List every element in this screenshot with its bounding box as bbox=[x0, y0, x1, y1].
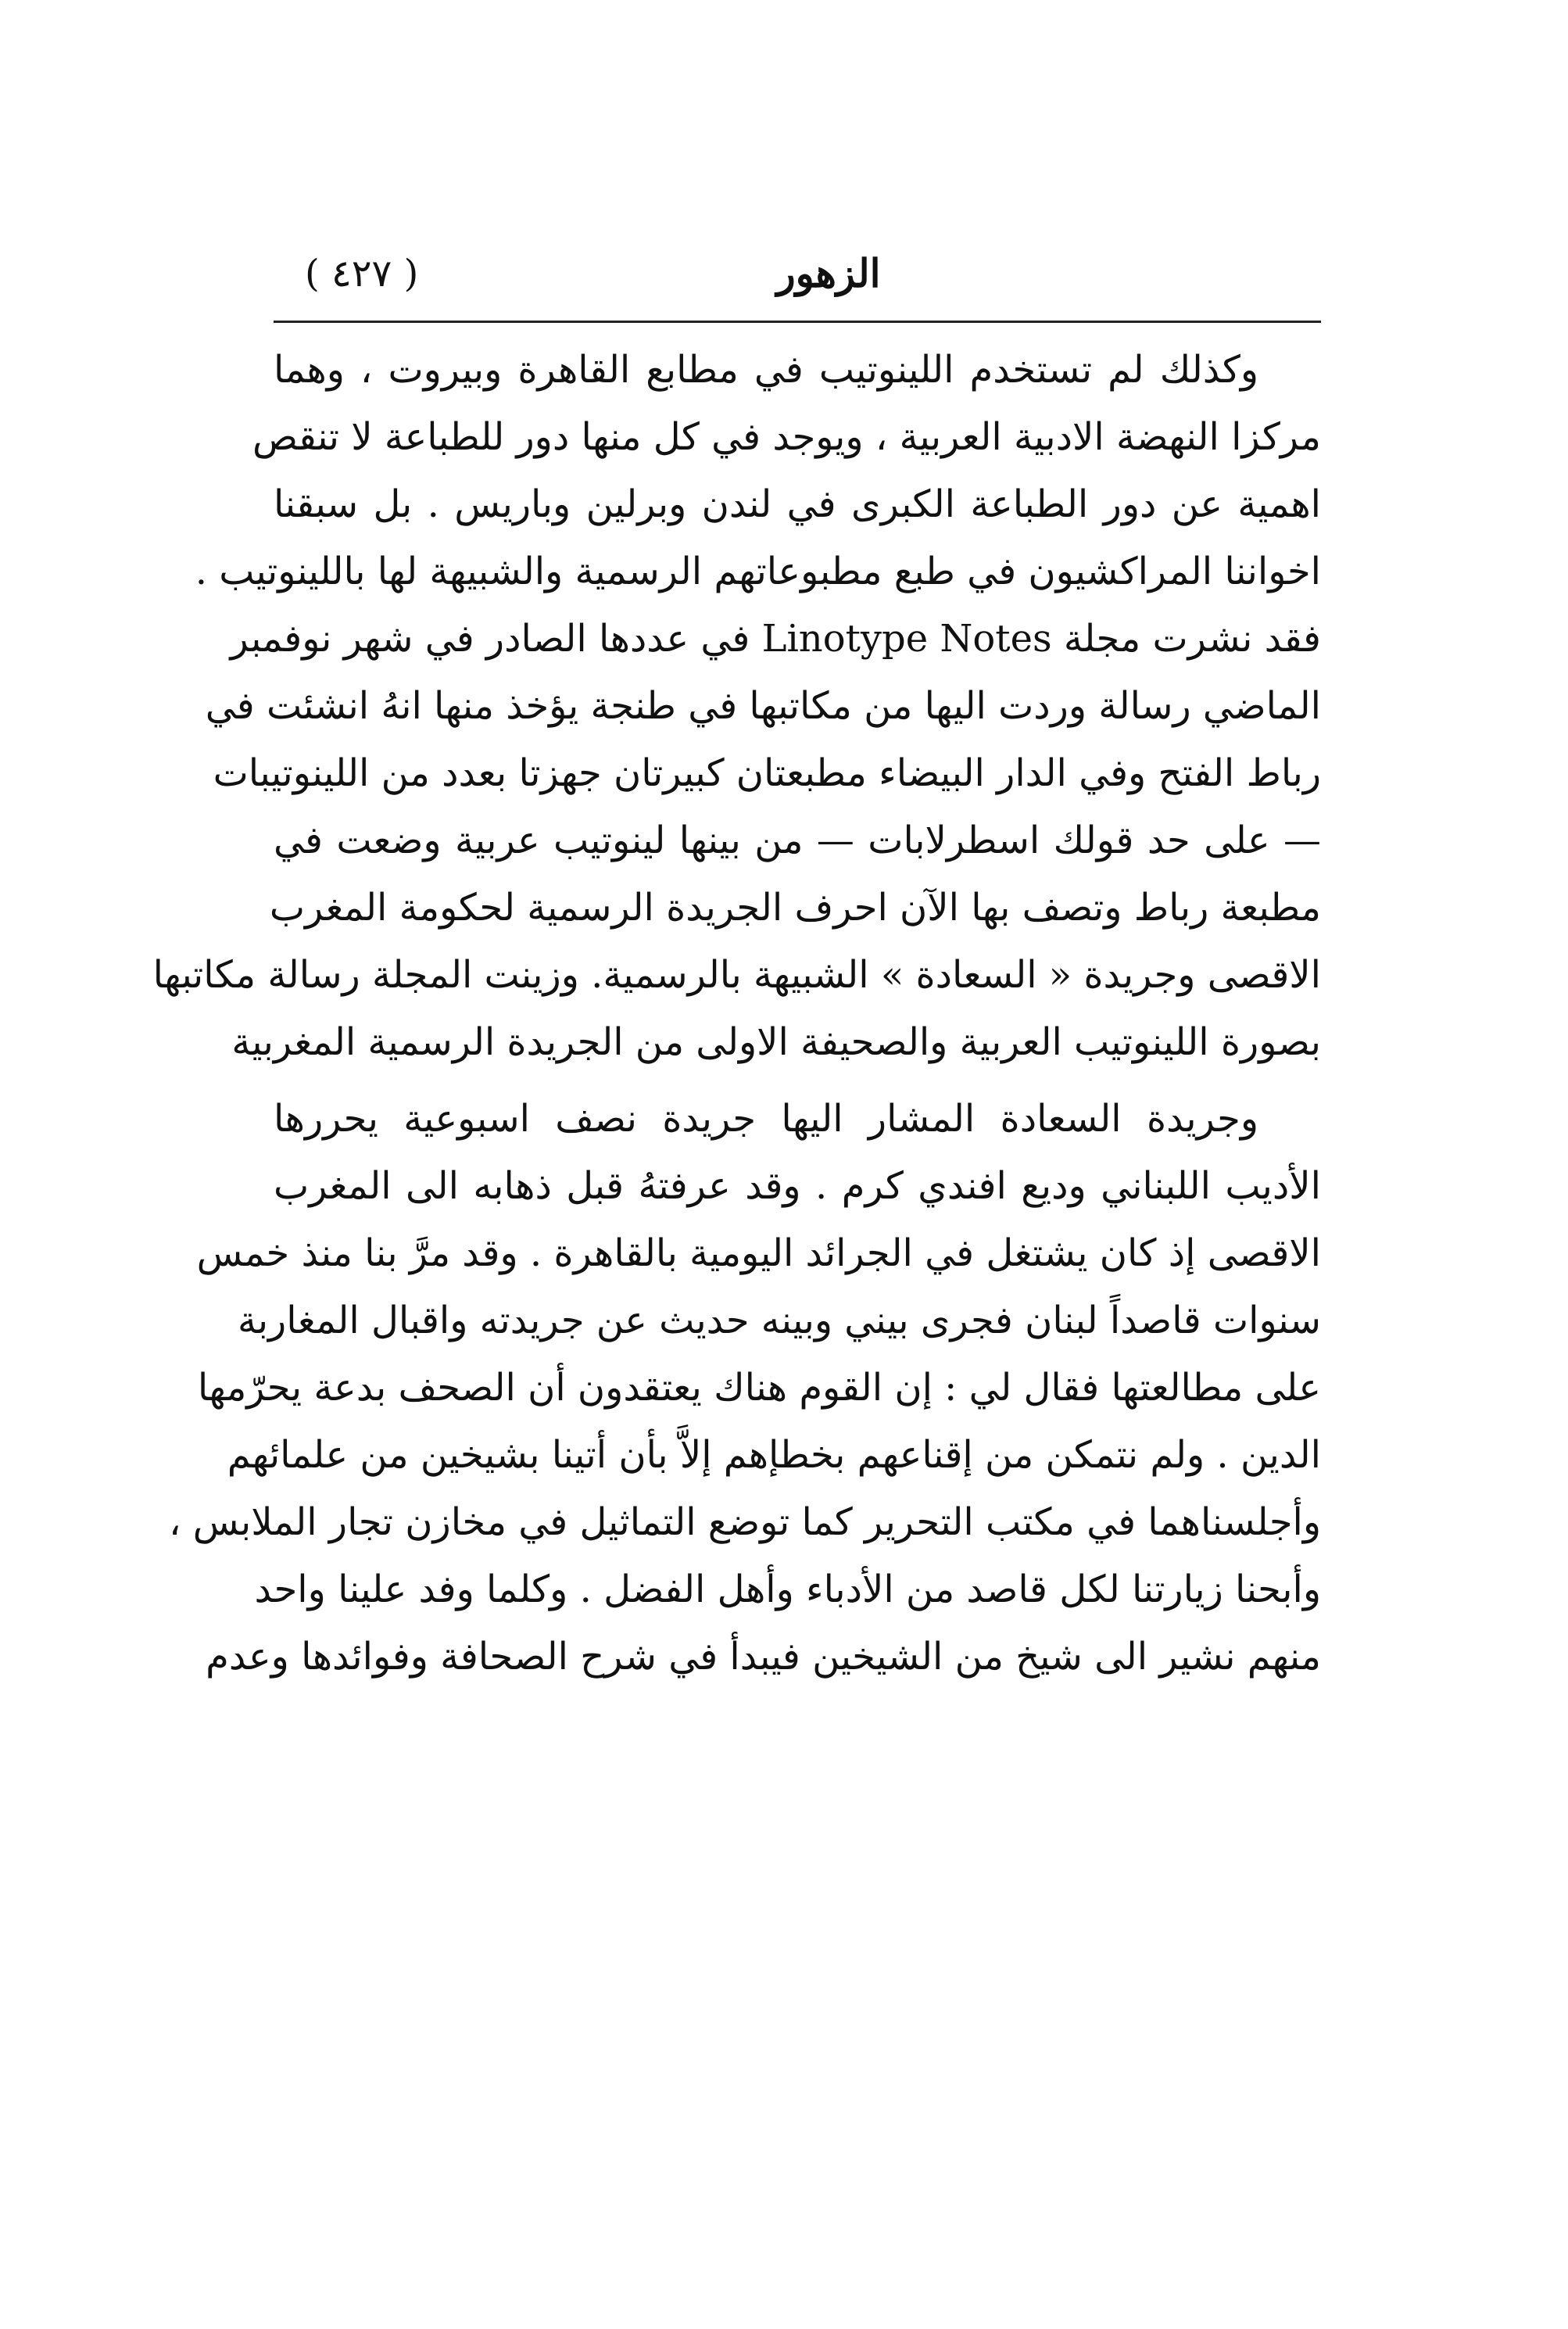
text-line: اخواننا المراكشيون في طبع مطبوعاتهم الرسمية والشبيهة لها باللينوتيب . bbox=[195, 550, 1321, 593]
header-rule bbox=[274, 321, 1321, 323]
text-line: وجريدة السعادة المشار اليها جريدة نصف اسبوعية يحررها bbox=[274, 1097, 1258, 1141]
page-number: ( ٤٢٧ ) bbox=[305, 252, 419, 296]
text-line: بصورة اللينوتيب العربية والصحيفة الاولى من الجريدة الرسمية المغربية bbox=[231, 1020, 1321, 1064]
paragraph-gap bbox=[274, 1076, 1321, 1085]
text-line: وأبحنا زيارتنا لكل قاصد من الأدباء وأهل الفضل . وكلما وفد علينا واحد bbox=[254, 1568, 1321, 1611]
text-line: الاقصى وجريدة « السعادة » الشبيهة بالرسمية. وزينت المجلة رسالة مكاتبها bbox=[152, 953, 1321, 997]
text-line: وكذلك لم تستخدم اللينوتيب في مطابع القاهرة وبيروت ، وهما bbox=[274, 348, 1258, 392]
text-line: رباط الفتح وفي الدار البيضاء مطبعتان كبيرتان جهزتا بعدد من اللينوتيبات bbox=[213, 751, 1321, 795]
text-line: منهم نشير الى شيخ من الشيخين فيبدأ في شرح الصحافة وفوائدها وعدم bbox=[206, 1635, 1321, 1679]
page-header bbox=[274, 235, 1321, 321]
paragraph bbox=[152, 336, 1321, 1076]
text-line: فقد نشرت مجلة Linotype Notes في عددها الصادر في شهر نوفمبر bbox=[230, 617, 1321, 661]
running-title: الزهور bbox=[776, 250, 881, 296]
text-line: مركزا النهضة الادبية العربية ، ويوجد في كل منها دور للطباعة لا تنقص bbox=[252, 415, 1321, 459]
text-line: الماضي رسالة وردت اليها من مكاتبها في طنجة يؤخذ منها انهُ انشئت في bbox=[205, 684, 1321, 728]
text-line: مطبعة رباط وتصف بها الآن احرف الجريدة الرسمية لحكومة المغرب bbox=[269, 886, 1321, 930]
body-text bbox=[152, 336, 1321, 1690]
text-line: وأجلسناهما في مكتب التحرير كما توضع التماثيل في مخازن تجار الملابس ، bbox=[168, 1500, 1321, 1544]
text-line: اهمية عن دور الطباعة الكبرى في لندن وبرلين وباريس . بل سبقنا bbox=[274, 482, 1321, 526]
text-line: سنوات قاصداً لبنان فجرى بيني وبينه حديث عن جريدته واقبال المغاربة bbox=[237, 1299, 1321, 1342]
paragraph bbox=[168, 1085, 1321, 1690]
text-line: — على حد قولك اسطرلابات — من بينها لينوتيب عربية وضعت في bbox=[274, 819, 1321, 862]
text-line: على مطالعتها فقال لي : إن القوم هناك يعتقدون أن الصحف بدعة يحرّمها bbox=[197, 1366, 1321, 1410]
text-line: الدين . ولم نتمكن من إقناعهم بخطإهم إلاَّ بأن أتينا بشيخين من علمائهم bbox=[227, 1433, 1321, 1477]
text-line: الاقصى إذ كان يشتغل في الجرائد اليومية بالقاهرة . وقد مرَّ بنا منذ خمس bbox=[196, 1231, 1321, 1275]
text-line: الأديب اللبناني وديع افندي كرم . وقد عرفتهُ قبل ذهابه الى المغرب bbox=[274, 1164, 1321, 1208]
